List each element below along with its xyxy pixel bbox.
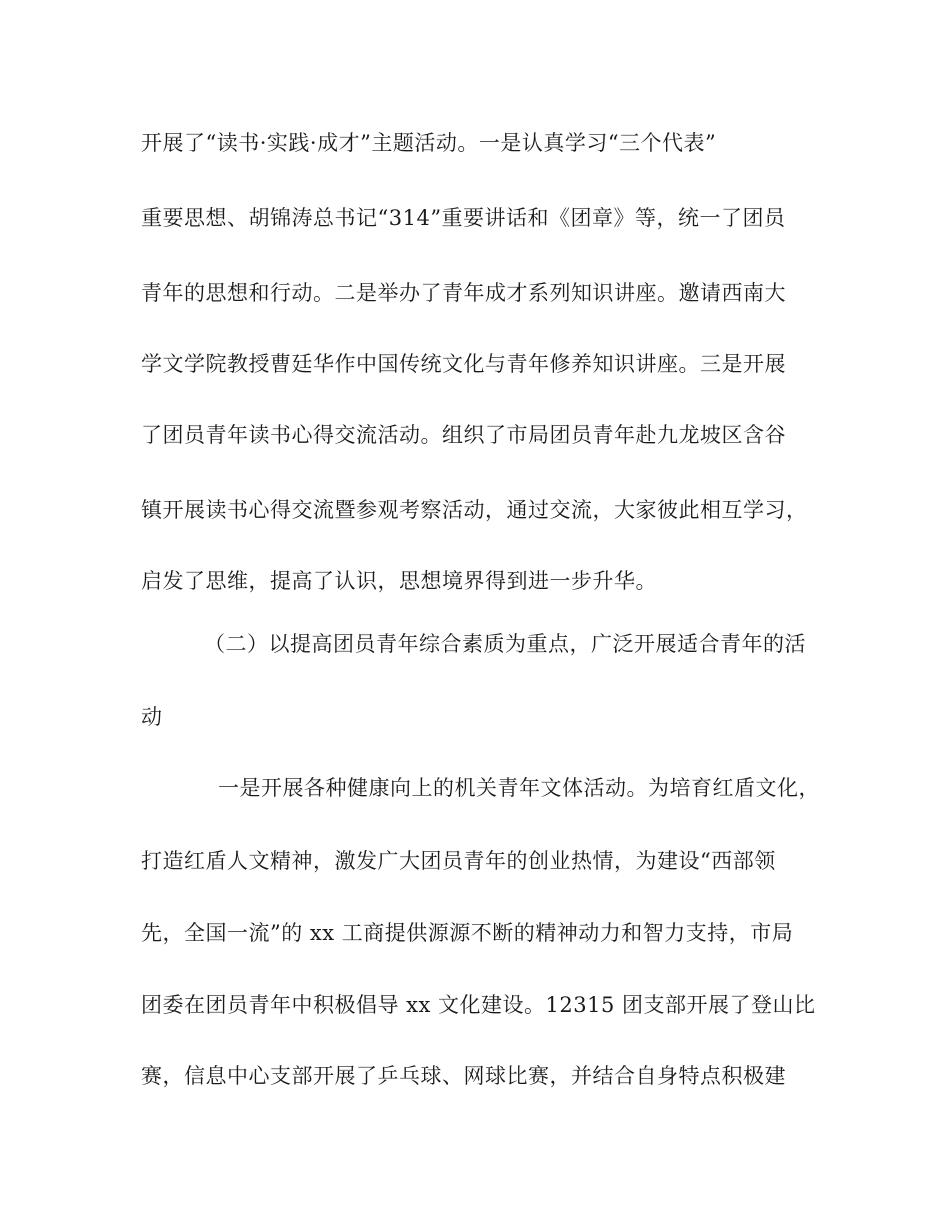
text-line: 赛，信息中心支部开展了乒乓球、网球比赛，并结合自身特点积极建: [141, 1064, 786, 1088]
text-line: 重要思想、胡锦涛总书记“314”重要讲话和《团章》等，统一了团员: [141, 206, 786, 230]
text-line: 启发了思维，提高了认识，思想境界得到进一步升华。: [141, 569, 657, 593]
text-line: 开展了“读书·实践·成才”主题活动。一是认真学习“三个代表”: [141, 131, 717, 155]
text-line: 青年的思想和行动。二是举办了青年成才系列知识讲座。邀请西南大: [141, 281, 786, 305]
text-line: 一是开展各种健康向上的机关青年文体活动。为培育红盾文化，: [218, 776, 820, 800]
section-heading-line: 动: [141, 705, 163, 729]
text-line: 团委在团员青年中积极倡导 xx 文化建设。12315 团支部开展了登山比: [141, 993, 816, 1017]
text-line: 镇开展读书心得交流暨参观考察活动，通过交流，大家彼此相互学习，: [141, 498, 808, 522]
text-line: 了团员青年读书心得交流活动。组织了市局团员青年赴九龙坡区含谷: [141, 423, 786, 447]
text-line: 打造红盾人文精神，激发广大团员青年的创业热情，为建设“西部领: [141, 849, 776, 873]
text-line: 先，全国一流”的 xx 工商提供源源不断的精神动力和智力支持，市局: [141, 921, 794, 945]
section-heading-line: （二）以提高团员青年综合素质为重点，广泛开展适合青年的活: [204, 632, 806, 656]
text-line: 学文学院教授曹廷华作中国传统文化与青年修养知识讲座。三是开展: [141, 352, 786, 376]
